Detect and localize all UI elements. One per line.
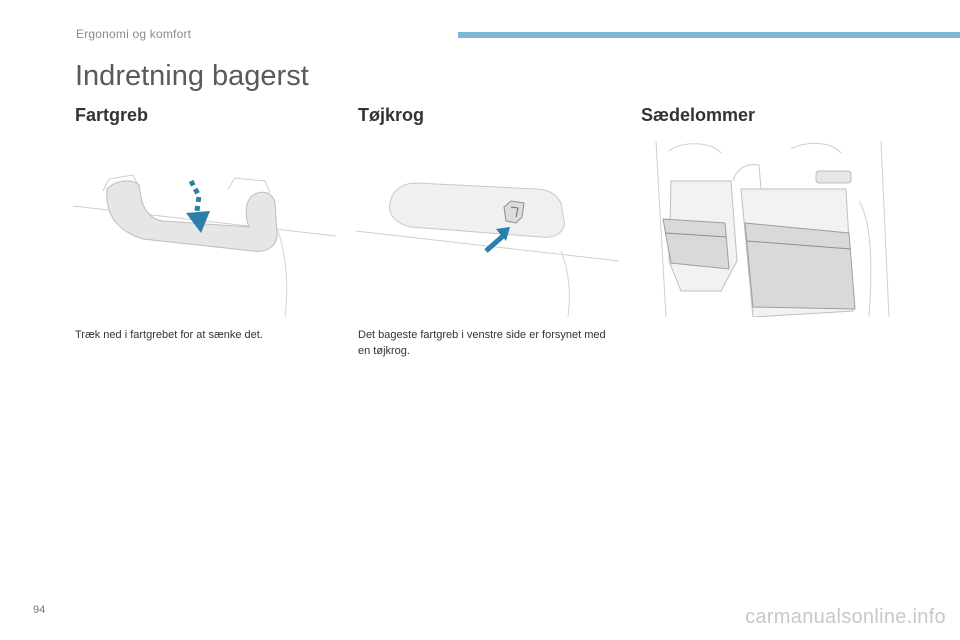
caption-fartgreb: Træk ned i fartgrebet for at sænke det. bbox=[75, 329, 263, 341]
section-tojkrog bbox=[358, 105, 623, 357]
page-title: Indretning bagerst bbox=[75, 60, 309, 92]
coat-hook-illustration bbox=[356, 141, 619, 317]
section-saedelommer bbox=[641, 105, 906, 131]
grab-handle-illustration bbox=[73, 141, 336, 317]
header-accent-bar bbox=[458, 32, 960, 38]
section-heading-fartgreb: Fartgreb bbox=[75, 105, 149, 125]
seat-pockets-icon bbox=[641, 141, 904, 317]
caption-tojkrog: Det bageste fartgreb i venstre side er forsynet med en tøjkrog. bbox=[358, 329, 606, 357]
page-number: 94 bbox=[33, 604, 46, 616]
header-section-title: Ergonomi og komfort bbox=[76, 27, 192, 41]
seat-pockets-illustration bbox=[641, 141, 904, 317]
coat-hook-arrow-icon bbox=[356, 141, 619, 317]
watermark: carmanualsonline.info bbox=[745, 606, 946, 628]
section-heading-tojkrog: Tøjkrog bbox=[358, 105, 424, 125]
grab-handle-pull-down-arrow-icon bbox=[73, 141, 336, 317]
section-fartgreb bbox=[75, 105, 340, 341]
section-heading-saedelommer: Sædelommer bbox=[641, 105, 756, 125]
